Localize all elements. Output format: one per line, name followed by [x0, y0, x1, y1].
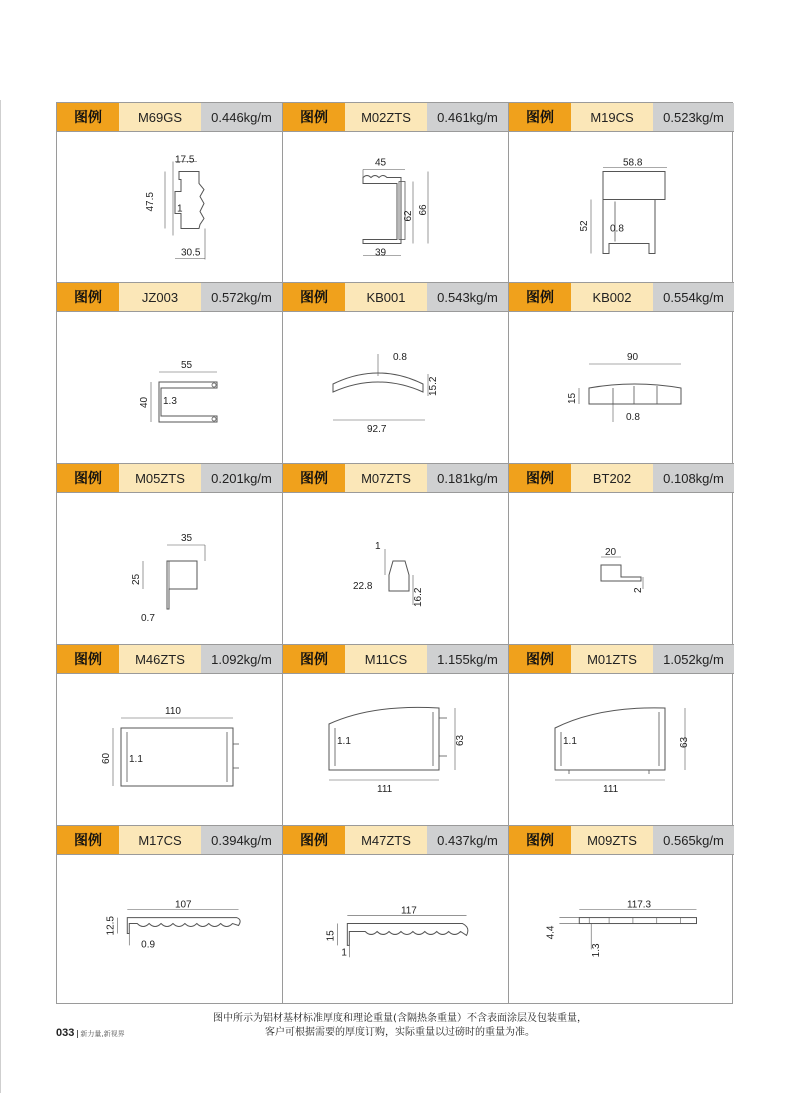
profile-card-bt202	[509, 464, 734, 645]
dim-label: 107	[174, 899, 192, 911]
dim-label: 25	[131, 573, 142, 585]
card-header	[283, 826, 508, 855]
card-header	[57, 283, 282, 312]
profile-code: M02ZTS	[345, 103, 427, 131]
profile-card-m17cs	[57, 826, 283, 1003]
dim-label: 110	[165, 706, 181, 717]
profile-card-m09zts	[509, 826, 734, 1003]
dim-label: 1	[341, 947, 347, 959]
dim-label: 111	[603, 784, 619, 795]
footnote-line-2: 客户可根据需要的厚度订购，实际重量以过磅时的重量为准。	[265, 1027, 535, 1038]
profile-code: M05ZTS	[119, 464, 201, 492]
profile-card-m46zts	[57, 645, 283, 826]
profile-code: M11CS	[345, 645, 427, 673]
profile-code: KB002	[571, 283, 653, 311]
legend-label: 图例	[509, 103, 571, 131]
profile-weight: 0.394kg/m	[201, 826, 282, 854]
profile-drawing	[283, 854, 508, 1003]
profile-drawing	[509, 131, 734, 282]
dim-label: 12.5	[105, 916, 117, 936]
card-header	[57, 645, 282, 674]
profile-drawing	[509, 492, 734, 644]
dim-label: 1	[375, 541, 381, 552]
profile-weight: 0.108kg/m	[653, 464, 734, 492]
profile-card-m11cs	[283, 645, 509, 826]
page-number-text: 033	[56, 1027, 75, 1039]
dim-label: 58.8	[623, 157, 643, 169]
card-header	[57, 826, 282, 855]
profile-code: M47ZTS	[345, 826, 427, 854]
dim-label: 90	[627, 352, 639, 363]
card-header	[283, 464, 508, 493]
legend-label: 图例	[57, 645, 119, 673]
profile-drawing	[283, 673, 508, 825]
profile-card-kb001	[283, 283, 509, 464]
dim-label: 55	[181, 360, 193, 371]
dim-label: 15	[567, 392, 578, 404]
legend-label: 图例	[57, 826, 119, 854]
profile-code: M09ZTS	[571, 826, 653, 854]
profile-card-m69gs	[57, 103, 283, 283]
card-header	[283, 283, 508, 312]
card-header	[509, 464, 734, 493]
profile-card-m07zts	[283, 464, 509, 645]
dim-label: 1.3	[591, 943, 603, 958]
profile-weight: 0.572kg/m	[201, 283, 282, 311]
card-header	[509, 283, 734, 312]
profile-code: M19CS	[571, 103, 653, 131]
profile-card-m02zts	[283, 103, 509, 283]
profile-card-m05zts	[57, 464, 283, 645]
card-header	[57, 464, 282, 493]
profile-card-jz003	[57, 283, 283, 464]
profile-drawing	[57, 854, 282, 1003]
dim-label: 1	[177, 203, 183, 215]
dim-label: 0.9	[141, 939, 155, 951]
profile-drawing	[509, 854, 734, 1003]
dim-label: 111	[377, 784, 393, 795]
dim-label: 20	[605, 547, 617, 558]
legend-label: 图例	[283, 464, 345, 492]
card-header	[509, 826, 734, 855]
legend-label: 图例	[509, 464, 571, 492]
dim-label: 117.3	[626, 899, 652, 911]
profile-drawing	[283, 311, 508, 463]
dim-label: 1.1	[337, 736, 351, 747]
profile-card-kb002	[509, 283, 734, 464]
profile-card-m19cs	[509, 103, 734, 283]
dim-label: 62	[403, 210, 414, 222]
legend-label: 图例	[57, 283, 119, 311]
dim-label: 60	[101, 752, 112, 764]
dim-label: 0.8	[610, 223, 624, 235]
dim-label: 117	[400, 905, 417, 917]
profile-drawing	[509, 311, 734, 463]
legend-label: 图例	[509, 826, 571, 854]
profile-code: M69GS	[119, 103, 201, 131]
card-header	[283, 645, 508, 674]
dim-label: 63	[679, 736, 690, 748]
dim-label: 52	[579, 220, 590, 232]
card-header	[283, 103, 508, 132]
dim-label: 15.2	[428, 376, 439, 396]
page-tagline: 新力量,新视界	[77, 1030, 124, 1038]
profile-code: M46ZTS	[119, 645, 201, 673]
dim-label: 66	[418, 204, 429, 216]
dim-label: 35	[181, 533, 193, 544]
dim-label: 39	[375, 247, 387, 259]
profile-card-m01zts	[509, 645, 734, 826]
dim-label: 0.8	[626, 412, 640, 423]
profile-catalog-grid	[56, 102, 733, 1004]
legend-label: 图例	[57, 464, 119, 492]
profile-drawing	[57, 311, 282, 463]
profile-code: BT202	[571, 464, 653, 492]
footnote-line-1: 图中所示为铝材基材标准厚度和理论重量(含隔热条重量）不含表面涂层及包装重量，	[213, 1013, 587, 1024]
profile-code: JZ003	[119, 283, 201, 311]
profile-drawing	[509, 673, 734, 825]
dim-label: 40	[139, 396, 150, 408]
profile-weight: 0.523kg/m	[653, 103, 734, 131]
profile-weight: 1.092kg/m	[201, 645, 282, 673]
legend-label: 图例	[283, 283, 345, 311]
profile-code: M17CS	[119, 826, 201, 854]
dim-label: 22.8	[353, 581, 373, 592]
dim-label: 4.4	[545, 925, 557, 940]
dim-label: 17.5	[175, 154, 195, 166]
profile-card-m47zts	[283, 826, 509, 1003]
profile-weight: 0.181kg/m	[427, 464, 508, 492]
profile-code: M07ZTS	[345, 464, 427, 492]
profile-drawing	[57, 673, 282, 825]
profile-weight: 0.565kg/m	[653, 826, 734, 854]
profile-weight: 0.554kg/m	[653, 283, 734, 311]
legend-label: 图例	[57, 103, 119, 131]
profile-weight: 0.461kg/m	[427, 103, 508, 131]
profile-code: M01ZTS	[571, 645, 653, 673]
profile-drawing	[57, 131, 282, 282]
dim-label: 30.5	[181, 247, 201, 259]
profile-weight: 1.155kg/m	[427, 645, 508, 673]
profile-weight: 0.437kg/m	[427, 826, 508, 854]
dim-label: 15	[325, 930, 337, 942]
dim-label: 1.1	[563, 736, 577, 747]
profile-drawing	[283, 131, 508, 282]
dim-label: 47.5	[145, 192, 156, 212]
dim-label: 45	[375, 157, 387, 169]
profile-weight: 0.446kg/m	[201, 103, 282, 131]
profile-drawing	[57, 492, 282, 644]
legend-label: 图例	[283, 103, 345, 131]
page-number	[56, 1027, 125, 1039]
page-edge-line	[0, 100, 1, 1093]
card-header	[509, 645, 734, 674]
dim-label: 63	[455, 734, 466, 746]
dim-label: 0.7	[141, 613, 155, 624]
dim-label: 16.2	[413, 587, 424, 607]
profile-drawing	[283, 492, 508, 644]
profile-code: KB001	[345, 283, 427, 311]
dim-label: 92.7	[367, 424, 387, 435]
card-header	[57, 103, 282, 132]
dim-label: 1.3	[163, 396, 177, 407]
profile-weight: 0.543kg/m	[427, 283, 508, 311]
legend-label: 图例	[509, 645, 571, 673]
legend-label: 图例	[509, 283, 571, 311]
profile-weight: 0.201kg/m	[201, 464, 282, 492]
legend-label: 图例	[283, 826, 345, 854]
dim-label: 2	[633, 587, 644, 593]
profile-weight: 1.052kg/m	[653, 645, 734, 673]
legend-label: 图例	[283, 645, 345, 673]
dim-label: 1.1	[129, 754, 143, 765]
dim-label: 0.8	[393, 352, 407, 363]
card-header	[509, 103, 734, 132]
